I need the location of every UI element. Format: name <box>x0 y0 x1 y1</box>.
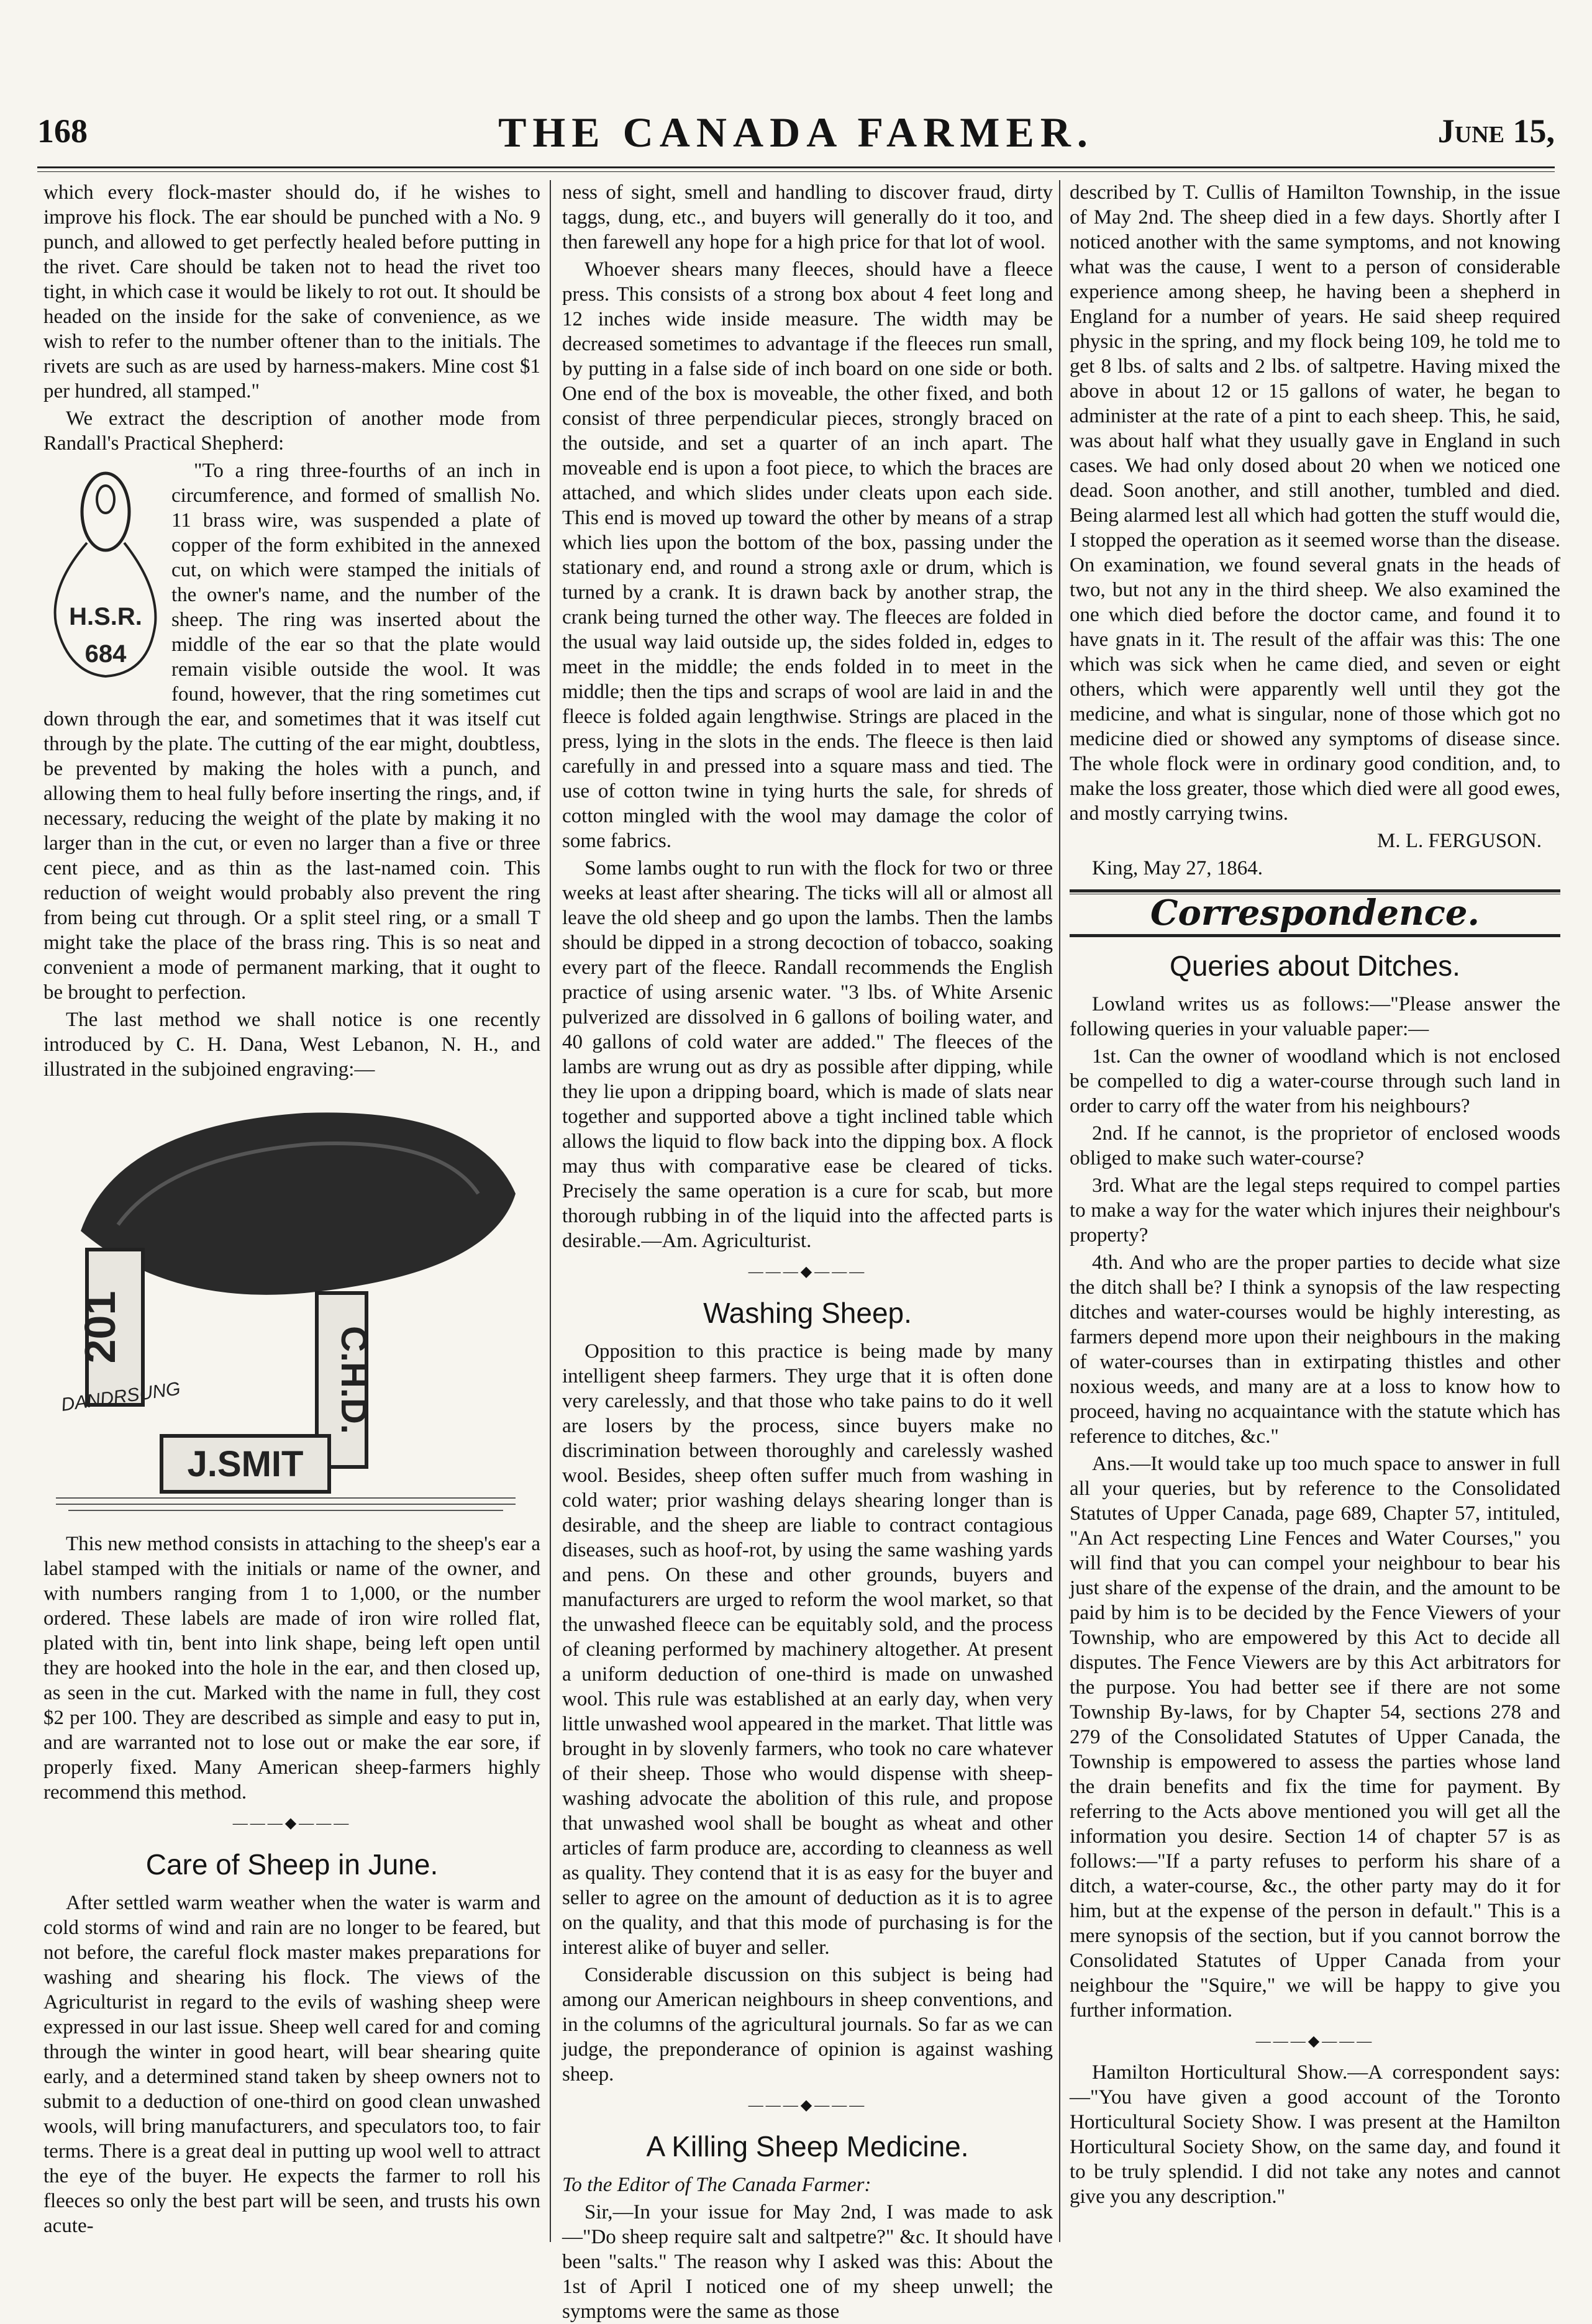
paragraph: ness of sight, smell and handling to discover fraud, dirty taggs, dung, etc., and buyers will generally do it too, and then farewell any hope for a high price for that lot of wool. <box>562 181 1053 253</box>
separator: ———◆——— <box>232 1815 352 1832</box>
tag-initials: H.S.R. <box>69 603 142 630</box>
section-heading: Correspondence. <box>1150 892 1480 933</box>
article-title: Care of Sheep in June. <box>145 1848 439 1881</box>
paragraph: Hamilton Horticultural Show.—A correspondent says:—"You have given a good account of the Toronto Horticultural Society Show. I was present at the Hamilton Horticultural Society Show, on the same day, and found it to be truly splendid. I did not take any notes and cannot give you any description." <box>1070 2061 1560 2208</box>
paragraph: Ans.—It would take up too much space to answer in full all your queries, but by reference to the Consolidated Statutes of Upper Canada, page 689, Chapter 57, intituled, "An Act respecting Line Fences and Water Courses," you will find that you can compel your neighbour to bear his just share of the expense of the drain, and the amount to be paid by him is to be decided by the Fence Viewers of your Township, who are empowered by this Act to decide all disputes. The Fence Viewers are by this Act arbitrators for the purpose. You had better see if there are not some Township By-laws, for by Chapter 54, sections 278 and 279 of the Consolidated Statutes of Upper Canada, the Township is empowered to assess the parties whose land the drain benefits and fix the time for payment. By referring to the Acts above mentioned you will get all the information you desire. Section 14 of chapter 57 is as follows:—"If a party refuses to perform his share of a ditch, a water-course, &c., the other party may do it for him, but at the expense of the person in default." This is a mere synopsis of the section, but if you cannot borrow the Consolidated Statutes of Upper Canada from your neighbour the "Squire," we will be happy to give you further information. <box>1070 1453 1560 2022</box>
signature: M. L. FERGUSON. <box>1377 830 1542 852</box>
masthead: THE CANADA FARMER. <box>498 109 1094 156</box>
page-header <box>37 93 1555 161</box>
paragraph: After settled warm weather when the water is warm and cold storms of wind and rain are no longer to be feared, but not before, the careful flock master makes preparations for washing and shearing his flock. The views of the Agriculturist in regard to the evils of washing sheep were expressed in our last issue. Sheep well cared for and coming through the winter in good heart, will bear shearing quite early, and a determined stand taken by sheep owners not to submit to a deduction of one-third on good clean unwashed wools, will bring manufacturers, and speculators too, to fair terms. There is a great deal in putting up wool well to attract the eye of the buyer. He expects the farmer to roll his fleeces so only the best part will be seen, and trusts his own acute- <box>43 1892 540 2237</box>
paragraph: 2nd. If he cannot, is the proprietor of enclosed woods obliged to make such water-course? <box>1070 1122 1560 1169</box>
paragraph: The last method we shall notice is one recently introduced by C. H. Dana, West Lebanon, N. H., and illustrated in the subjoined engraving:— <box>43 1009 540 1081</box>
dateline: King, May 27, 1864. <box>1092 857 1263 879</box>
separator: ———◆——— <box>748 1264 867 1280</box>
paragraph: We extract the description of another mode from Randall's Practical Shepherd: <box>43 407 540 455</box>
paragraph: Some lambs ought to run with the flock for two or three weeks at least after shearing. The ticks will all or almost all leave the old sheep and go upon the lambs. Then the lambs should be dipped in a strong decoction of tobacco, soaking every part of the fleece. Randall recommends the English practice of using arsenic water. "3 lbs. of White Arsenic pulverized are dissolved in 6 gallons of boiling water, and 40 gallons of cold water are added." The fleeces of the lambs are wrung out as dry as possible after dipping, while they lie upon a dripping board, which is made of slats near together and supported above a tight inclined table which allows the liquid to flow back into the dipping box. A flock may thus with comparative ease be cleared of ticks. Precisely the same operation is a cure for scab, but more thorough rubbing in of the liquid into the affected parts is desirable.—Am. Agriculturist. <box>562 857 1053 1252</box>
paragraph: "To a ring three-fourths of an inch in circumference, and formed of smallish No. 11 brass wire, was suspended a plate of copper of the form exhibited in the annexed cut, on which were stamped the initials of the owner's name, and the number of the sheep. The ring was inserted about the middle of the ear so that the plate would remain visible outside the wool. It was found, however, that the ring sometimes cut down through the ear, and sometimes that it was itself cut through by the plate. The cutting of the ear might, doubtless, be prevented by making the holes with a punch, and allowing them to heal fully before inserting the rings, and, if necessary, reducing the weight of the plate by making it no larger than in the cut, or even no larger than a five or three cent piece, and as thin as the last-named coin. This reduction of weight would probably also prevent the ring from being cut through. Or a split steel ring, or a small T might take the place of the brass ring. This is so neat and convenient a mode of permanent marking, that it ought to be brought to perfection. <box>43 460 540 1004</box>
header-rule-thin <box>37 171 1555 172</box>
header-rule <box>37 166 1555 168</box>
paragraph: Lowland writes us as follows:—"Please answer the following queries in your valuable paper:— <box>1070 993 1560 1040</box>
paragraph: Sir,—In your issue for May 2nd, I was made to ask —"Do sheep require salt and saltpetre?" &c. It should have been "salts." The reason why I asked was this: About the 1st of April I noticed one of my sheep unwell; the symptoms were the same as those <box>562 2201 1053 2323</box>
column-2 <box>562 180 1053 2323</box>
separator: ———◆——— <box>748 2097 867 2113</box>
paragraph: This new method consists in attaching to the sheep's ear a label stamped with the initials or name of the owner, and with numbers ranging from 1 to 1,000, or the number ordered. These labels are made of iron wire rolled flat, plated with tin, bent into link shape, being left open until they are hooked into the hole in the ear, and then closed up, as seen in the cut. Marked with the name in full, they cost $2 per 100. They are described as simple and easy to put in, and are warranted not to lose out or make the ear sore, if properly fixed. Many American sheep-farmers highly recommend this method. <box>43 1533 540 1804</box>
column-divider <box>550 180 551 2242</box>
column-divider <box>1059 180 1060 2242</box>
label-initials: C.H.D. <box>334 1326 374 1434</box>
paragraph: described by T. Cullis of Hamilton Township, in the issue of May 2nd. The sheep died in a few days. Shortly after I noticed another with the same symptoms, and not knowing what was the cause, I went to a person of considerable experience among sheep, he having been a shepherd in England for a number of years. He said sheep required physic in the spring, and my flock being 109, he told me to get 8 lbs. of salts and 2 lbs. of saltpetre. Having mixed the above in about 12 or 15 gallons of water, he began to administer at the rate of a pint to each sheep. This, he said, was about half what they usually gave in England in such cases. We had only dosed about 20 when we noticed one dead. Soon another, and still another, tumbled and died. Being alarmed lest all which had gotten the stuff would die, I stopped the operation as it seemed worse than the disease. On examination, we found several gnats in the heads of two, but not any in the third sheep. We also examined the one which died before the doctor came, and found it to have gnats in it. The result of the affair was this: The one which was sick when he came died, and seven or eight others, which were apparently well until they got the medicine, and what is singular, none of those which got no medicine died or showed any symptoms of disease since. The whole flock were in ordinary good condition, and, to make the loss greater, those which died were all good ewes, and mostly carrying twins. <box>1070 181 1560 825</box>
column-3 <box>1070 180 1560 2248</box>
page-number: 168 <box>37 112 88 150</box>
label-number: 201 <box>76 1291 124 1364</box>
section-rule <box>1070 934 1560 937</box>
paragraph: which every flock-master should do, if he wishes to improve his flock. The ear should be punched with a No. 9 punch, and allowed to get perfectly healed before putting in the rivet. Care should be taken not to head the rivet too tight, in which case it would be likely to rot out. It should be headed on the inside for the sake of convenience, as we wish to refer to the number oftener than to the initials. The rivets are such as are used by harness-makers. Mine cost $1 per hundred, all stamped." <box>43 181 540 402</box>
paragraph: 3rd. What are the legal steps required to compel parties to make a way for the water which injures their neighbour's property? <box>1070 1174 1560 1246</box>
paragraph: 1st. Can the owner of woodland which is not enclosed be compelled to dig a water-course through such land in order to carry off the water from his neighbours? <box>1070 1045 1560 1117</box>
separator: ———◆——— <box>1255 2033 1375 2049</box>
paragraph: Considerable discussion on this subject is being had among our American neighbours in sheep conventions, and in the columns of the agricultural journals. So far as we can judge, the preponderance of opinion is against washing sheep. <box>562 1964 1053 2086</box>
paragraph: 4th. And who are the proper parties to decide what size the ditch shall be? I think a synopsis of the law respecting ditches and water-courses would be highly interesting, as farmers depend more upon their neighbours in the making of water-courses than in extirpating thistles and other noxious weeds, and many are at a loss to know how to proceed, having no acquaintance with the statute which has reference to ditches, &c." <box>1070 1251 1560 1448</box>
salutation: To the Editor of The Canada Farmer: <box>562 2174 871 2196</box>
sheep-ear-engraving <box>43 1088 528 1523</box>
issue-date: June 15, <box>1437 112 1555 150</box>
paragraph: Whoever shears many fleeces, should have a fleece press. This consists of a strong box about 4 feet long and 12 inches wide inside measure. The width may be decreased sometimes to advantage if the fleeces run small, by putting in a false side of inch board on one side or both. One end of the box is moveable, the other fixed, and both consist of three perpendicular pieces, strongly braced on the outside, and set a quarter of an inch apart. The moveable end is upon a foot piece, to which the braces are attached, and which slides under cleats upon each side. This end is moved up toward the other by means of a strap which lies upon the bottom of the box, passing under the stationary end, and round a strong axle or drum, which is turned by a crank. It is drawn back by another strap, the crank being turned the other way. The fleeces are folded in the usual way laid outside up, the sides folded in, edges to meet in the middle; the ends folded in to meet in the middle; then the tips and scraps of wool are laid in and the fleece is folded again lengthwise. Strings are placed in the press, lying in the slots in the ends. The fleece is then laid carefully in and pressed into a square mass and tied. The use of cotton twine in tying hurts the sale, for shreds of cotton mingled with the wool may damage the color of some fabrics. <box>562 258 1053 852</box>
paragraph: Opposition to this practice is being made by many intelligent sheep farmers. They urge that it is often done very carelessly, and that those who take pains to do it well are losers by the process, since buyers make no discrimination between thoroughly and carelessly washed wool. Besides, sheep often suffer much from washing in cold water; prior washing delays shearing longer than is desirable, and the sheep are liable to contract contagious diseases, such as hoof-rot, by using the same washing yards and pens. On these and other grounds, buyers and manufacturers are urged to reform the wool market, so that the unwashed fleece can be equitably sold, and the process of cleaning performed by machinery altogether. At present a uniform deduction of one-third is made on unwashed wool. This rule was established at an early day, when very little unwashed wool appeared in the market. That little was brought in by slovenly farmers, who took no care whatever of their sheep. Those who would dispense with sheep-washing advocate the abolition of this rule, and propose that unwashed wool shall be bought as wheat and other articles of farm produce are, according to cleanness as well as quality. They contend that it is as easy for the buyer and seller to agree on the amount of deduction as it is to agree on the quality, and that this mode of purchasing is for the interest alike of buyer and seller. <box>562 1340 1053 1959</box>
column-1 <box>43 180 540 2248</box>
article-title: A Killing Sheep Medicine. <box>646 2130 969 2163</box>
label-name: J.SMIT <box>187 1444 304 1484</box>
tag-number: 684 <box>84 640 127 668</box>
article-title: Queries about Ditches. <box>1170 950 1460 982</box>
label-engraver: DANDRSUNG <box>60 1378 182 1415</box>
ear-tag-illustration <box>43 462 161 698</box>
article-title: Washing Sheep. <box>703 1297 912 1329</box>
